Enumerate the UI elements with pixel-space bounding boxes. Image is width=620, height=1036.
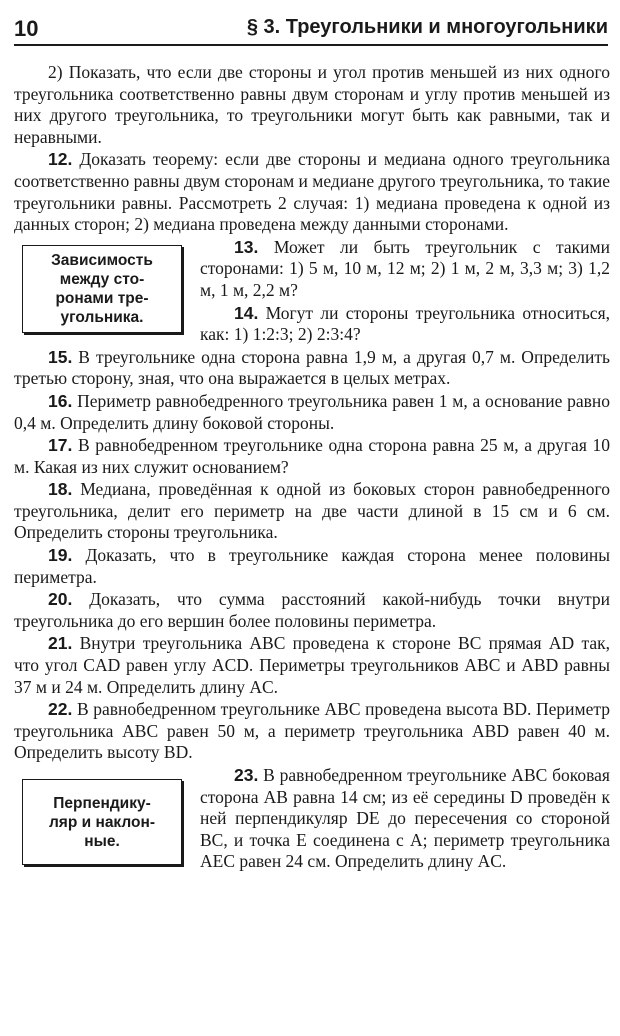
page-header: [14, 10, 608, 46]
problem-number: 22.: [48, 699, 73, 720]
sidebar-line: угольника.: [60, 308, 144, 326]
problem-text: В равнобедренном треугольнике ABC боковая сторона AB равна 14 см; из её середины D проведён к ней перпендикуляр DE до пересечения со стороной BC, и точка E соединена с A; периметр треугольника AEC равен 24 см. Определить длину AC.: [200, 765, 610, 872]
problem-number: 18.: [48, 479, 73, 500]
problem-text: В равнобедренном треугольнике одна сторона равна 25 м, а другая 10 м. Какая из них служит основанием?: [14, 435, 610, 477]
problem-18: [14, 479, 610, 544]
problem-text: Доказать теорему: если две стороны и медиана одного треугольника соответственно равны двум сторонам и медиане другого треугольника, то такие треугольники равны. Рассмотреть 2 случая: 1) медиана проведена к одной из данных сторон; 2) медиана проведена между данными сторонами.: [14, 149, 610, 235]
problem-number: 12.: [48, 149, 73, 170]
problem-number: 16.: [48, 390, 73, 411]
problem-17: [14, 435, 610, 478]
problem-number: 17.: [48, 435, 73, 456]
problem-number: 20.: [48, 589, 73, 610]
problem-text: Доказать, что в треугольнике каждая сторона менее половины периметра.: [14, 545, 610, 587]
sidebar-line: Перпендику-: [53, 794, 151, 812]
problem-text: Медиана, проведённая к одной из боковых сторон равнобедренного треугольника, делит его периметр на две части длиной в 15 см и 6 см. Определить стороны треугольника.: [14, 479, 610, 543]
problem-text: В треугольнике одна сторона равна 1,9 м, а другая 0,7 м. Определить третью сторону, зная, что она выражается в целых метрах.: [14, 346, 610, 389]
sidebar-box-side-dependency: [22, 245, 182, 333]
problem-text: Доказать, что сумма расстояний какой-нибудь точки внутри треугольника до его вершин более половины периметра.: [14, 589, 610, 631]
problem-text: В равнобедренном треугольнике ABC проведена высота BD. Периметр треугольника ABC равен 50 м, а периметр треугольника ABD равен 40 м. Определить высоту BD.: [14, 699, 610, 763]
sidebar-line: Зависимость: [51, 251, 153, 269]
page-number: 10: [14, 16, 39, 41]
sidebar-line: ронами тре-: [55, 289, 149, 307]
problem-number: 19.: [48, 545, 73, 566]
sidebar-box-perpendicular: [22, 779, 182, 865]
problem-20: [14, 589, 610, 632]
problem-22: [14, 699, 610, 764]
sidebar-line: ные.: [84, 832, 120, 850]
problem-number: 23.: [234, 765, 259, 785]
problem-11-part-2: 2) Показать, что если две стороны и угол против меньшей из них одного треугольника соответственно равны двум сторонам и углу против меньшей из них другого треугольника, то треугольники могут быть как равными, так и неравными.: [14, 62, 610, 147]
problem-19: [14, 545, 610, 588]
problem-number: 13.: [234, 236, 259, 257]
section-title: § 3. Треугольники и многоугольники: [246, 16, 608, 38]
problems-text: [14, 62, 610, 874]
problem-number: 14.: [234, 302, 259, 323]
problem-16: [14, 391, 610, 434]
problem-text: Периметр равнобедренного треугольника равен 1 м, а основание равно 0,4 м. Определить длину боковой стороны.: [14, 390, 610, 433]
problem-number: 15.: [48, 346, 73, 367]
sidebar-line: ляр и наклон-: [48, 813, 156, 831]
problem-number: 21.: [48, 633, 73, 654]
problem-text: Внутри треугольника ABC проведена к стороне BC прямая AD так, что угол CAD равен углу ACD. Периметры треугольников ABC и ABD равны 37 м и 24 м. Определить длину AC.: [14, 633, 610, 697]
problem-15: [14, 347, 610, 390]
sidebar-line: между сто-: [59, 270, 145, 288]
problem-text: Могут ли стороны треугольника относиться, как: 1) 1:2:3; 2) 2:3:4?: [200, 302, 610, 345]
problem-text: Может ли быть треугольник с такими сторонами: 1) 5 м, 10 м, 12 м; 2) 1 м, 2 м, 3,3 м; 3) 1,2 м, 1 м, 2,2 м?: [200, 236, 610, 300]
problem-12: [14, 149, 610, 235]
problem-21: [14, 633, 610, 698]
